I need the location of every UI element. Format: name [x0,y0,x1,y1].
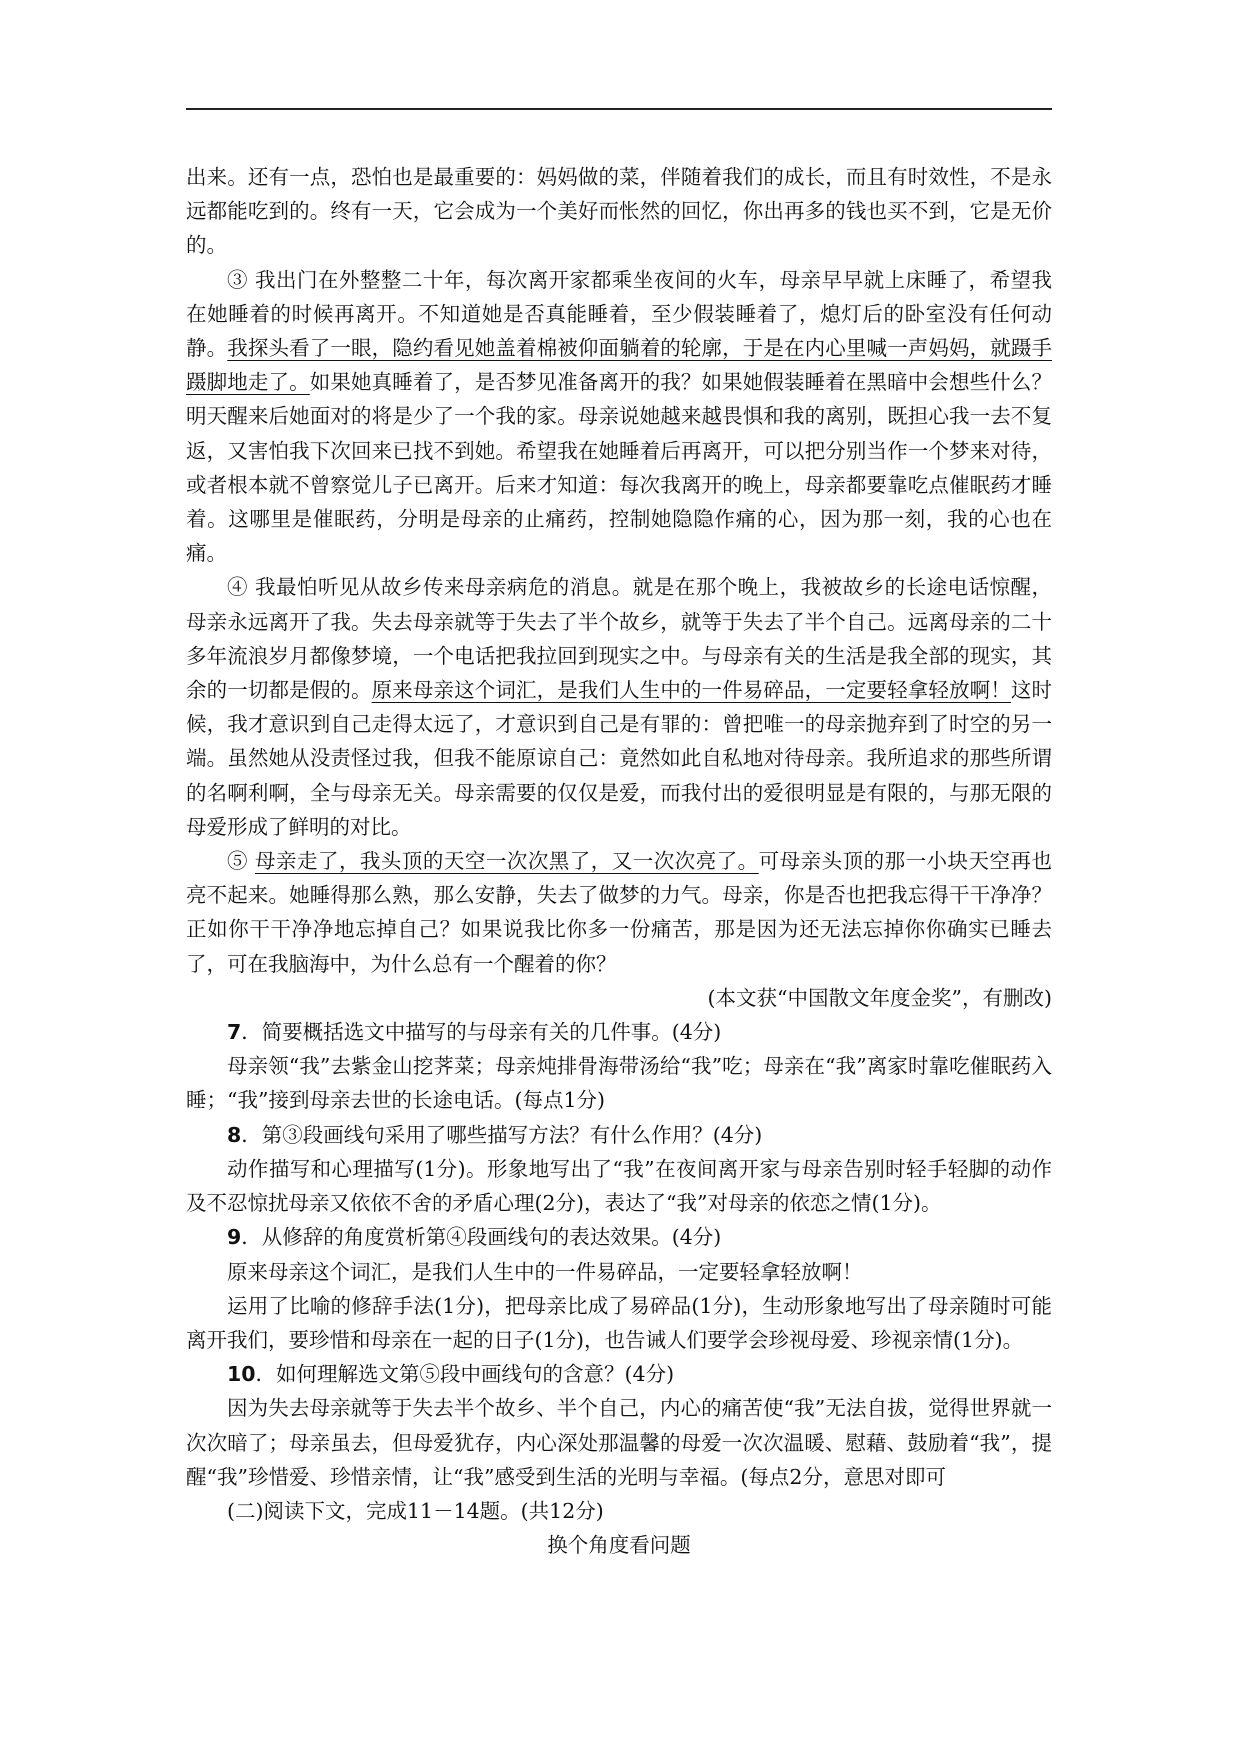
question-8 [186,1118,1052,1152]
paragraph-5 [186,844,1052,981]
header-rule [186,108,1052,110]
p3-text-a: ③ 我出门在外整整二十年，每次离开家都乘坐夜间的火车，母亲早早就上床睡了，希望我在她睡着的时候再离开。不知道她是否真能睡着，至少假装睡着了，熄灯后的卧室没有任何动静。 [186,267,1052,361]
question-text: ．如何理解选文第⑤段中画线句的含意？(4分) [255,1362,675,1387]
p4-text-b: 这时候，我才意识到自己走得太远了，才意识到自己是有罪的：曾把唯一的母亲抛弃到了时空的另一端。虽然她从没责怪过我，但我不能原谅自己：竟然如此自私地对待母亲。我所追求的那些所谓的名啊利啊，全与母亲无关。母亲需要的仅仅是爱，而我付出的爱很明显是有限的，与那无限的母爱形成了鲜明的对比。 [186,678,1053,839]
question-9 [186,1220,1052,1254]
question-number: 10 [227,1362,256,1387]
p3-text-b: 如果她真睡着了，是否梦见准备离开的我？如果她假装睡着在黑暗中会想些什么？明天醒来后她面对的将是少了一个我的家。母亲说她越来越畏惧和我的离别，既担心我一去不复返，又害怕我下次回来已找不到她。希望我在她睡着后再离开，可以把分别当作一个梦来对待，或者根本就不曾察觉儿子已离开。后来才知道：每次我离开的晚上，母亲都要靠吃点催眠药才睡着。这哪里是催眠药，分明是母亲的止痛药，控制她隐隐作痛的心，因为那一刻，我的心也在痛。 [186,370,1053,566]
p5-number: ⑤ [227,849,255,874]
section-2-intro: (二)阅读下文，完成11－14题。(共12分) [227,1498,604,1523]
question-text: ．从修辞的角度赏析第④段画线句的表达效果。(4分) [241,1225,722,1250]
question-text: ．简要概括选文中描写的与母亲有关的几件事。(4分) [241,1020,722,1045]
section-2-title: 换个角度看问题 [547,1533,691,1558]
paragraph-4 [186,570,1052,844]
question-number: 9 [227,1225,242,1250]
answer-7: 母亲领“我”去紫金山挖荠菜；母亲炖排骨海带汤给“我”吃；母亲在“我”离家时靠吃催眠药入睡；“我”接到母亲去世的长途电话。(每点1分) [186,1054,1052,1113]
paragraph-3 [186,263,1052,571]
paragraph-continued: 出来。还有一点，恐怕也是最重要的：妈妈做的菜，伴随着我们的成长，而且有时效性，不是永远都能吃到的。终有一天，它会成为一个美好而怅然的回忆，你出再多的钱也买不到，它是无价的。 [186,165,1052,258]
p4-text-a: ④ 我最怕听见从故乡传来母亲病危的消息。就是在那个晚上，我被故乡的长途电话惊醒，母亲永远离开了我。失去母亲就等于失去了半个故乡，就等于失去了半个自己。远离母亲的二十多年流浪岁月都像梦境，一个电话把我拉回到现实之中。与母亲有关的生活是我全部的现实，其余的一切都是假的。 [186,575,1052,703]
question-number: 8 [227,1122,242,1147]
document-body [186,160,1052,1562]
answer-10: 因为失去母亲就等于失去半个故乡、半个自己，内心的痛苦使“我”无法自拔，觉得世界就一次次暗了；母亲虽去，但母爱犹存，内心深处那温馨的母爱一次次温暖、慰藉、鼓励着“我”，提醒“我”珍惜爱、珍惜亲情，让“我”感受到生活的光明与幸福。(每点2分，意思对即可 [186,1396,1052,1489]
p5-text-b: 可母亲头顶的那一小块天空再也亮不起来。她睡得那么熟，那么安静，失去了做梦的力气。母亲，你是否也把我忘得干干净净？正如你干干净净地忘掉自己？如果说我比你多一份痛苦，那是因为还无法忘掉你你确实已睡去了，可在我脑海中，为什么总有一个醒着的你？ [186,849,1052,976]
question-7 [186,1015,1052,1049]
answer-8: 动作描写和心理描写(1分)。形象地写出了“我”在夜间离开家与母亲告别时轻手轻脚的动作及不忍惊扰母亲又依依不舍的矛盾心理(2分)，表达了“我”对母亲的依恋之情(1分)。 [186,1156,1052,1216]
p3-underlined-sentence: 我探头看了一眼，隐约看见她盖着棉被仰面躺着的轮廓，于是在内心里喊一声妈妈，就蹑手蹑脚地走了。 [186,336,1053,395]
question-10 [186,1357,1052,1391]
question-text: ．第③段画线句采用了哪些描写方法？有什么作用？(4分) [241,1122,763,1147]
answer-9-quote: 原来母亲这个词汇，是我们人生中的一件易碎品，一定要轻拿轻放啊！ [227,1259,863,1284]
question-number: 7 [227,1020,242,1045]
source-note: (本文获“中国散文年度金奖”，有删改) [707,985,1052,1010]
answer-9: 运用了比喻的修辞手法(1分)，把母亲比成了易碎品(1分)，生动形象地写出了母亲随时可能离开我们，要珍惜和母亲在一起的日子(1分)，也告诫人们要学会珍视母爱、珍视亲情(1分)。 [186,1293,1052,1352]
p4-underlined-sentence: 原来母亲这个词汇，是我们人生中的一件易碎品，一定要轻拿轻放啊！ [371,678,1011,703]
p5-underlined-sentence: 母亲走了，我头顶的天空一次次黑了，又一次次亮了。 [255,849,759,874]
